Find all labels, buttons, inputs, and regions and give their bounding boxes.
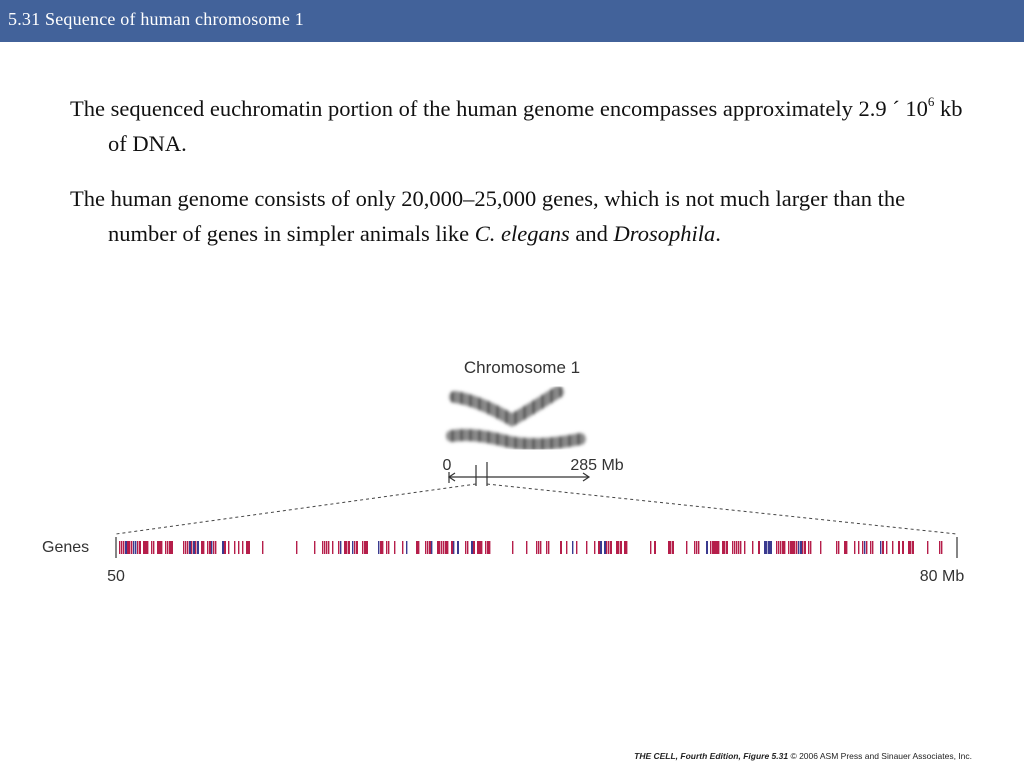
gene-mark bbox=[296, 541, 297, 554]
gene-mark bbox=[548, 541, 549, 554]
gene-mark bbox=[137, 541, 138, 554]
gene-mark bbox=[388, 541, 389, 554]
gene-mark bbox=[153, 541, 154, 554]
paragraph1-text: The sequenced euchromatin portion of the human genome encompasses approximately 2.9 ´ 10 bbox=[70, 96, 928, 121]
gene-mark bbox=[366, 541, 368, 554]
gene-mark bbox=[626, 541, 627, 554]
gene-mark bbox=[726, 541, 728, 554]
paragraph2-and: and bbox=[569, 221, 614, 246]
gene-mark bbox=[610, 541, 612, 554]
drosophila: Drosophila bbox=[613, 221, 716, 246]
gene-marks bbox=[119, 541, 942, 554]
gene-mark bbox=[203, 541, 204, 554]
exponent: 6 bbox=[927, 93, 935, 109]
gene-mark bbox=[406, 541, 407, 554]
gene-mark bbox=[810, 541, 811, 554]
gene-mark bbox=[346, 541, 347, 554]
gene-mark bbox=[161, 541, 162, 554]
gene-mark bbox=[654, 541, 656, 554]
gene-mark bbox=[213, 541, 214, 554]
gene-mark bbox=[211, 541, 212, 554]
gene-mark bbox=[912, 541, 914, 554]
gene-mark bbox=[189, 541, 191, 554]
gene-mark bbox=[364, 541, 366, 554]
gene-mark bbox=[732, 541, 733, 554]
gene-mark bbox=[724, 541, 725, 554]
c-elegans: C. elegans bbox=[474, 221, 570, 246]
gene-mark bbox=[167, 541, 168, 554]
gene-mark bbox=[620, 541, 622, 554]
gene-mark bbox=[445, 541, 447, 554]
gene-mark bbox=[133, 541, 134, 554]
gene-mark bbox=[566, 541, 567, 554]
gene-mark bbox=[119, 541, 120, 554]
gene-mark bbox=[526, 541, 527, 554]
gene-mark bbox=[766, 541, 767, 554]
paragraph1-tail: kb of DNA. bbox=[108, 96, 963, 156]
gene-mark bbox=[209, 541, 211, 554]
gene-mark bbox=[477, 541, 479, 554]
gene-mark bbox=[467, 541, 468, 554]
gene-mark bbox=[356, 541, 358, 554]
gene-mark bbox=[487, 541, 489, 554]
gene-mark bbox=[736, 541, 737, 554]
gene-mark bbox=[598, 541, 600, 554]
genes-label: Genes bbox=[42, 539, 90, 556]
zoom-lines bbox=[116, 484, 957, 534]
credit-copyright: © 2006 ASM Press and Sinauer Associates, Inc. bbox=[788, 751, 972, 761]
gene-mark bbox=[606, 541, 607, 554]
gene-mark bbox=[788, 541, 789, 554]
gene-mark bbox=[820, 541, 821, 554]
gene-mark bbox=[706, 541, 708, 554]
gene-mark bbox=[352, 541, 353, 554]
gene-mark bbox=[716, 541, 718, 554]
gene-mark bbox=[618, 541, 619, 554]
gene-mark bbox=[322, 541, 323, 554]
gene-mark bbox=[348, 541, 350, 554]
gene-mark bbox=[485, 541, 486, 554]
gene-mark bbox=[380, 541, 382, 554]
gene-mark bbox=[471, 541, 473, 554]
gene-mark bbox=[594, 541, 595, 554]
gene-mark bbox=[222, 541, 224, 554]
gene-mark bbox=[248, 541, 250, 554]
gene-mark bbox=[139, 541, 141, 554]
gene-mark bbox=[796, 541, 797, 554]
gene-mark bbox=[489, 541, 490, 554]
gene-mark bbox=[439, 541, 440, 554]
gene-mark bbox=[764, 541, 766, 554]
gene-mark bbox=[846, 541, 847, 554]
gene-mark bbox=[147, 541, 148, 554]
gene-mark bbox=[427, 541, 428, 554]
gene-mark bbox=[668, 541, 670, 554]
gene-mark bbox=[546, 541, 547, 554]
gene-mark bbox=[650, 541, 651, 554]
gene-mark bbox=[171, 541, 173, 554]
gene-mark bbox=[838, 541, 839, 554]
gene-mark bbox=[608, 541, 609, 554]
gene-mark bbox=[802, 541, 803, 554]
gene-mark bbox=[344, 541, 346, 554]
gene-mark bbox=[710, 541, 711, 554]
gene-mark bbox=[910, 541, 911, 554]
gene-mark bbox=[151, 541, 152, 554]
gene-mark bbox=[870, 541, 871, 554]
gene-mark bbox=[338, 541, 339, 554]
gene-mark bbox=[195, 541, 196, 554]
gene-mark bbox=[696, 541, 697, 554]
gene-mark bbox=[425, 541, 426, 554]
gene-mark bbox=[386, 541, 387, 554]
gene-mark bbox=[792, 541, 794, 554]
gene-mark bbox=[512, 541, 513, 554]
gene-mark bbox=[672, 541, 674, 554]
gene-mark bbox=[836, 541, 837, 554]
gene-mark bbox=[437, 541, 439, 554]
paragraph2-period: . bbox=[715, 221, 721, 246]
gene-mark bbox=[473, 541, 475, 554]
gene-mark bbox=[927, 541, 928, 554]
chromosome-image bbox=[452, 392, 580, 444]
gene-mark bbox=[740, 541, 741, 554]
slide-title: 5.31 Sequence of human chromosome 1 bbox=[8, 9, 304, 29]
gene-mark bbox=[790, 541, 792, 554]
gene-mark bbox=[201, 541, 203, 554]
gene-mark bbox=[538, 541, 539, 554]
gene-mark bbox=[187, 541, 188, 554]
gene-mark bbox=[416, 541, 418, 554]
gene-mark bbox=[854, 541, 855, 554]
gene-mark bbox=[898, 541, 900, 554]
gene-mark bbox=[686, 541, 687, 554]
gene-mark bbox=[326, 541, 327, 554]
gene-mark bbox=[908, 541, 910, 554]
gene-mark bbox=[402, 541, 403, 554]
gene-mark bbox=[157, 541, 159, 554]
gene-mark bbox=[215, 541, 216, 554]
gene-mark bbox=[778, 541, 779, 554]
gene-mark bbox=[394, 541, 395, 554]
gene-mark bbox=[844, 541, 846, 554]
gene-mark bbox=[882, 541, 884, 554]
scale-start-label: 0 bbox=[442, 457, 452, 474]
gene-mark bbox=[354, 541, 355, 554]
gene-mark bbox=[782, 541, 784, 554]
gene-mark bbox=[866, 541, 867, 554]
gene-mark bbox=[939, 541, 940, 554]
gene-mark bbox=[378, 541, 379, 554]
scale-bracket bbox=[449, 462, 589, 486]
gene-mark bbox=[540, 541, 541, 554]
gene-mark bbox=[447, 541, 448, 554]
gene-mark bbox=[670, 541, 671, 554]
gene-mark bbox=[712, 541, 714, 554]
gene-mark bbox=[481, 541, 482, 554]
gene-mark bbox=[738, 541, 739, 554]
gene-mark bbox=[465, 541, 466, 554]
gene-mark bbox=[169, 541, 171, 554]
gene-mark bbox=[572, 541, 573, 554]
gene-mark bbox=[127, 541, 129, 554]
gene-mark bbox=[479, 541, 481, 554]
gene-mark bbox=[121, 541, 122, 554]
region-end-label: 80 Mb bbox=[919, 568, 965, 585]
gene-mark bbox=[143, 541, 145, 554]
gene-mark bbox=[165, 541, 166, 554]
gene-mark bbox=[382, 541, 383, 554]
gene-mark bbox=[129, 541, 130, 554]
gene-mark bbox=[858, 541, 859, 554]
gene-mark bbox=[228, 541, 229, 554]
gene-mark bbox=[734, 541, 735, 554]
gene-mark bbox=[752, 541, 753, 554]
gene-mark bbox=[429, 541, 431, 554]
figure-credit bbox=[634, 751, 972, 761]
gene-mark bbox=[183, 541, 184, 554]
gene-mark bbox=[185, 541, 186, 554]
gene-mark bbox=[586, 541, 587, 554]
gene-mark bbox=[238, 541, 239, 554]
gene-mark bbox=[880, 541, 881, 554]
gene-mark bbox=[768, 541, 770, 554]
gene-mark bbox=[744, 541, 745, 554]
gene-mark bbox=[453, 541, 454, 554]
gene-mark bbox=[698, 541, 699, 554]
gene-mark bbox=[246, 541, 248, 554]
gene-mark bbox=[362, 541, 363, 554]
gene-mark bbox=[441, 541, 442, 554]
gene-mark bbox=[616, 541, 618, 554]
gene-mark bbox=[242, 541, 243, 554]
gene-mark bbox=[451, 541, 453, 554]
gene-mark bbox=[314, 541, 315, 554]
gene-mark bbox=[604, 541, 606, 554]
gene-mark bbox=[536, 541, 537, 554]
gene-mark bbox=[872, 541, 873, 554]
credit-book: THE CELL, Fourth Edition, Figure 5.31 bbox=[634, 751, 789, 761]
gene-mark bbox=[770, 541, 772, 554]
gene-mark bbox=[193, 541, 195, 554]
gene-mark bbox=[892, 541, 893, 554]
gene-mark bbox=[191, 541, 192, 554]
gene-mark bbox=[804, 541, 806, 554]
gene-mark bbox=[340, 541, 341, 554]
gene-mark bbox=[262, 541, 263, 554]
gene-mark bbox=[159, 541, 161, 554]
gene-mark bbox=[207, 541, 208, 554]
gene-mark bbox=[125, 541, 127, 554]
gene-mark bbox=[800, 541, 802, 554]
gene-mark bbox=[886, 541, 887, 554]
gene-mark bbox=[576, 541, 577, 554]
gene-mark bbox=[457, 541, 459, 554]
gene-mark bbox=[224, 541, 226, 554]
gene-mark bbox=[794, 541, 795, 554]
region-start-label: 50 bbox=[107, 568, 125, 585]
gene-mark bbox=[600, 541, 602, 554]
gene-mark bbox=[234, 541, 235, 554]
gene-mark bbox=[324, 541, 325, 554]
scale-end-label: 285 Mb bbox=[570, 457, 624, 474]
gene-mark bbox=[714, 541, 716, 554]
gene-mark bbox=[862, 541, 863, 554]
gene-mark bbox=[197, 541, 199, 554]
gene-mark bbox=[624, 541, 626, 554]
gene-mark bbox=[784, 541, 785, 554]
gene-mark bbox=[328, 541, 329, 554]
gene-mark bbox=[722, 541, 724, 554]
chromosome-label: Chromosome 1 bbox=[463, 358, 581, 377]
gene-mark bbox=[864, 541, 865, 554]
gene-mark bbox=[808, 541, 809, 554]
gene-mark bbox=[560, 541, 562, 554]
paragraph2-text: The human genome consists of only 20,000–25,000 genes, which is not much larger than the number of genes in simpler animals like bbox=[70, 186, 906, 246]
gene-mark bbox=[941, 541, 942, 554]
gene-mark bbox=[694, 541, 695, 554]
gene-mark bbox=[418, 541, 419, 554]
gene-mark bbox=[902, 541, 904, 554]
gene-mark bbox=[131, 541, 132, 554]
gene-mark bbox=[123, 541, 124, 554]
gene-mark bbox=[776, 541, 777, 554]
gene-mark bbox=[780, 541, 781, 554]
gene-mark bbox=[718, 541, 719, 554]
gene-mark bbox=[431, 541, 432, 554]
gene-mark bbox=[332, 541, 333, 554]
gene-mark bbox=[758, 541, 760, 554]
gene-mark bbox=[798, 541, 799, 554]
gene-mark bbox=[135, 541, 136, 554]
gene-mark bbox=[145, 541, 147, 554]
gene-mark bbox=[443, 541, 444, 554]
